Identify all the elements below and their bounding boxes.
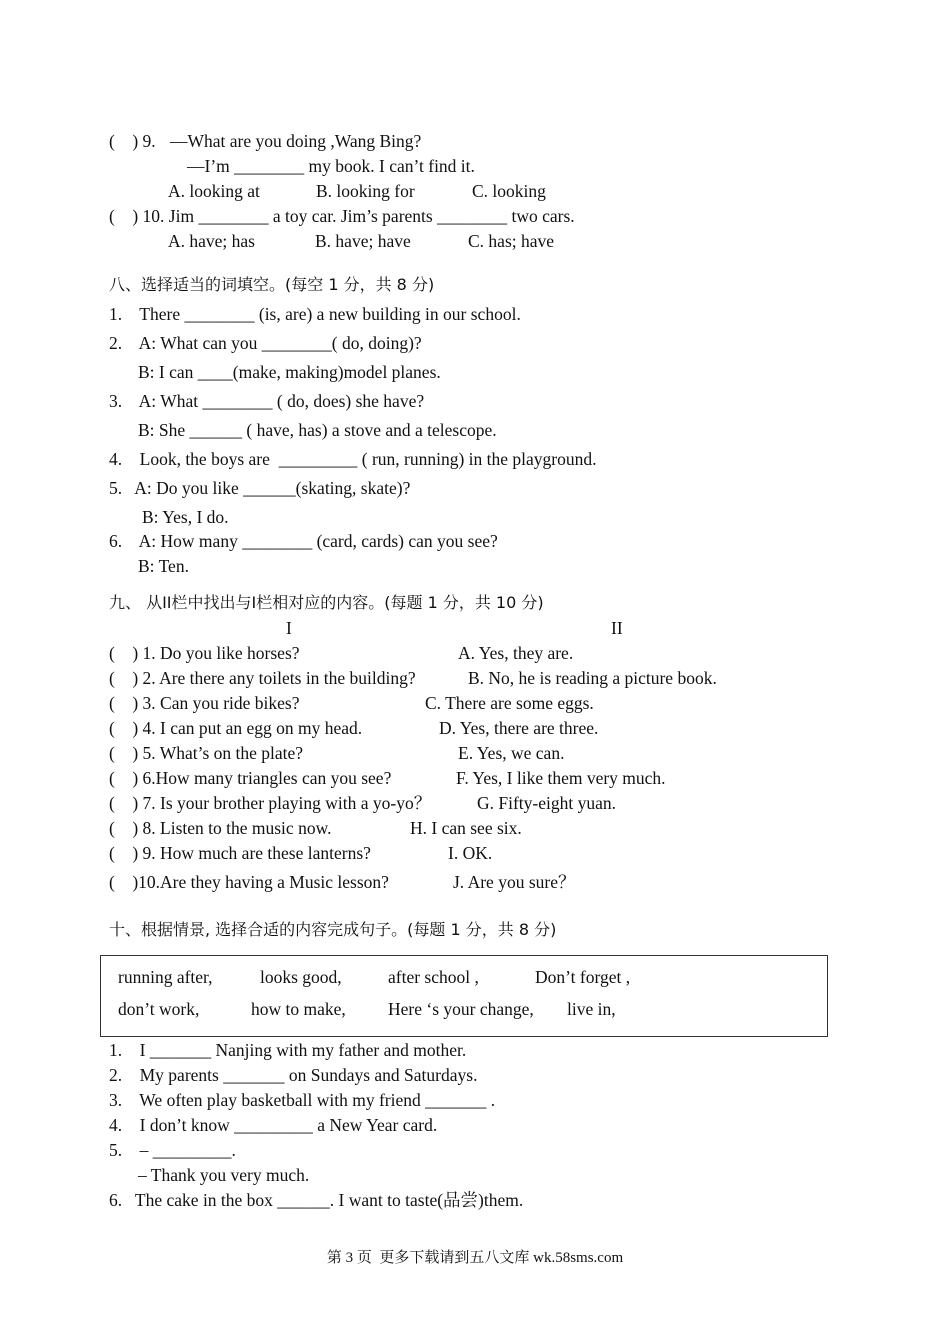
sec8-item-2b: B: I can ____(make, making)model planes.: [138, 362, 441, 382]
sec8-item-4: 4. Look, the boys are _________ ( run, running) in the playground.: [109, 449, 597, 469]
q10-line: ( ) 10. Jim ________ a toy car. Jim’s parents ________ two cars.: [109, 206, 575, 226]
sec9-right-h: H. I can see six.: [410, 818, 522, 838]
sec10-item-2: 2. My parents _______ on Sundays and Saturdays.: [109, 1065, 478, 1085]
q10-option-c: C. has; have: [468, 231, 555, 251]
q9-line2: —I’m ________ my book. I can’t find it.: [187, 156, 475, 176]
sec9-left-7: ( ) 7. Is your brother playing with a yo-yo？: [109, 793, 432, 813]
q9-number: ( ) 9.: [109, 131, 156, 151]
sec9-left-1: ( ) 1. Do you like horses?: [109, 643, 300, 663]
column-ii-header: II: [611, 618, 623, 638]
sec9-right-d: D. Yes, there are three.: [439, 718, 599, 738]
sec8-item-5a: 5. A: Do you like ______(skating, skate)?: [109, 478, 411, 498]
sec8-item-3a: 3. A: What ________ ( do, does) she have?: [109, 391, 425, 411]
sec10-item-5a: 5. – _________.: [109, 1140, 236, 1160]
word-bank-item: live in,: [567, 999, 616, 1019]
q9-line1: —What are you doing ,Wang Bing?: [170, 131, 422, 151]
sec9-right-f: F. Yes, I like them very much.: [456, 768, 666, 788]
word-bank-item: Here ‘s your change,: [388, 999, 534, 1019]
sec9-left-9: ( ) 9. How much are these lanterns?: [109, 843, 371, 863]
sec9-right-a: A. Yes, they are.: [458, 643, 574, 663]
column-i-header: I: [286, 618, 292, 638]
sec8-item-6b: B: Ten.: [138, 556, 189, 576]
word-bank-item: after school ,: [388, 967, 479, 987]
word-bank-item: running after,: [118, 967, 213, 987]
q9-option-a: A. looking at: [168, 181, 260, 201]
section-9-title: 九、 从II栏中找出与I栏相对应的内容。(每题 1 分，共 10 分): [109, 593, 544, 612]
sec9-left-10: ( )10.Are they having a Music lesson?: [109, 872, 389, 892]
section-10-title: 十、根据情景, 选择合适的内容完成句子。(每题 1 分，共 8 分): [109, 920, 557, 939]
q10-option-b: B. have; have: [315, 231, 411, 251]
sec10-item-3: 3. We often play basketball with my friend _______ .: [109, 1090, 496, 1110]
sec8-item-1: 1. There ________ (is, are) a new building in our school.: [109, 304, 521, 324]
q9-option-c: C. looking: [472, 181, 546, 201]
sec9-left-3: ( ) 3. Can you ride bikes?: [109, 693, 300, 713]
sec10-item-4: 4. I don’t know _________ a New Year card.: [109, 1115, 438, 1135]
sec9-right-g: G. Fifty-eight yuan.: [477, 793, 617, 813]
q10-option-a: A. have; has: [168, 231, 255, 251]
sec9-left-6: ( ) 6.How many triangles can you see?: [109, 768, 392, 788]
sec9-left-4: ( ) 4. I can put an egg on my head.: [109, 718, 363, 738]
q9-option-b: B. looking for: [316, 181, 415, 201]
sec10-item-6: 6. The cake in the box ______. I want to taste(品尝)them.: [109, 1190, 524, 1210]
sec8-item-2a: 2. A: What can you ________( do, doing)?: [109, 333, 422, 353]
page-footer: 第 3 页 更多下载请到五八文库 wk.58sms.com: [326, 1250, 624, 1266]
sec9-right-b: B. No, he is reading a picture book.: [468, 668, 717, 688]
word-bank-item: Don’t forget ,: [535, 967, 631, 987]
sec9-left-2: ( ) 2. Are there any toilets in the building?: [109, 668, 416, 688]
sec9-right-j: J. Are you sure？: [453, 872, 576, 892]
sec8-item-6a: 6. A: How many ________ (card, cards) can you see?: [109, 531, 498, 551]
sec9-right-e: E. Yes, we can.: [458, 743, 565, 763]
word-bank-item: don’t work,: [118, 999, 200, 1019]
sec8-item-5b: B: Yes, I do.: [142, 507, 229, 527]
word-bank-item: looks good,: [260, 967, 342, 987]
sec9-left-5: ( ) 5. What’s on the plate?: [109, 743, 304, 763]
word-bank-item: how to make,: [251, 999, 346, 1019]
sec10-item-1: 1. I _______ Nanjing with my father and mother.: [109, 1040, 467, 1060]
sec9-right-c: C. There are some eggs.: [425, 693, 594, 713]
sec9-left-8: ( ) 8. Listen to the music now.: [109, 818, 332, 838]
section-8-title: 八、选择适当的词填空。(每空 1 分，共 8 分): [109, 275, 435, 294]
sec8-item-3b: B: She ______ ( have, has) a stove and a telescope.: [138, 420, 497, 440]
sec10-item-5b: – Thank you very much.: [138, 1165, 310, 1185]
sec9-right-i: I. OK.: [448, 843, 493, 863]
